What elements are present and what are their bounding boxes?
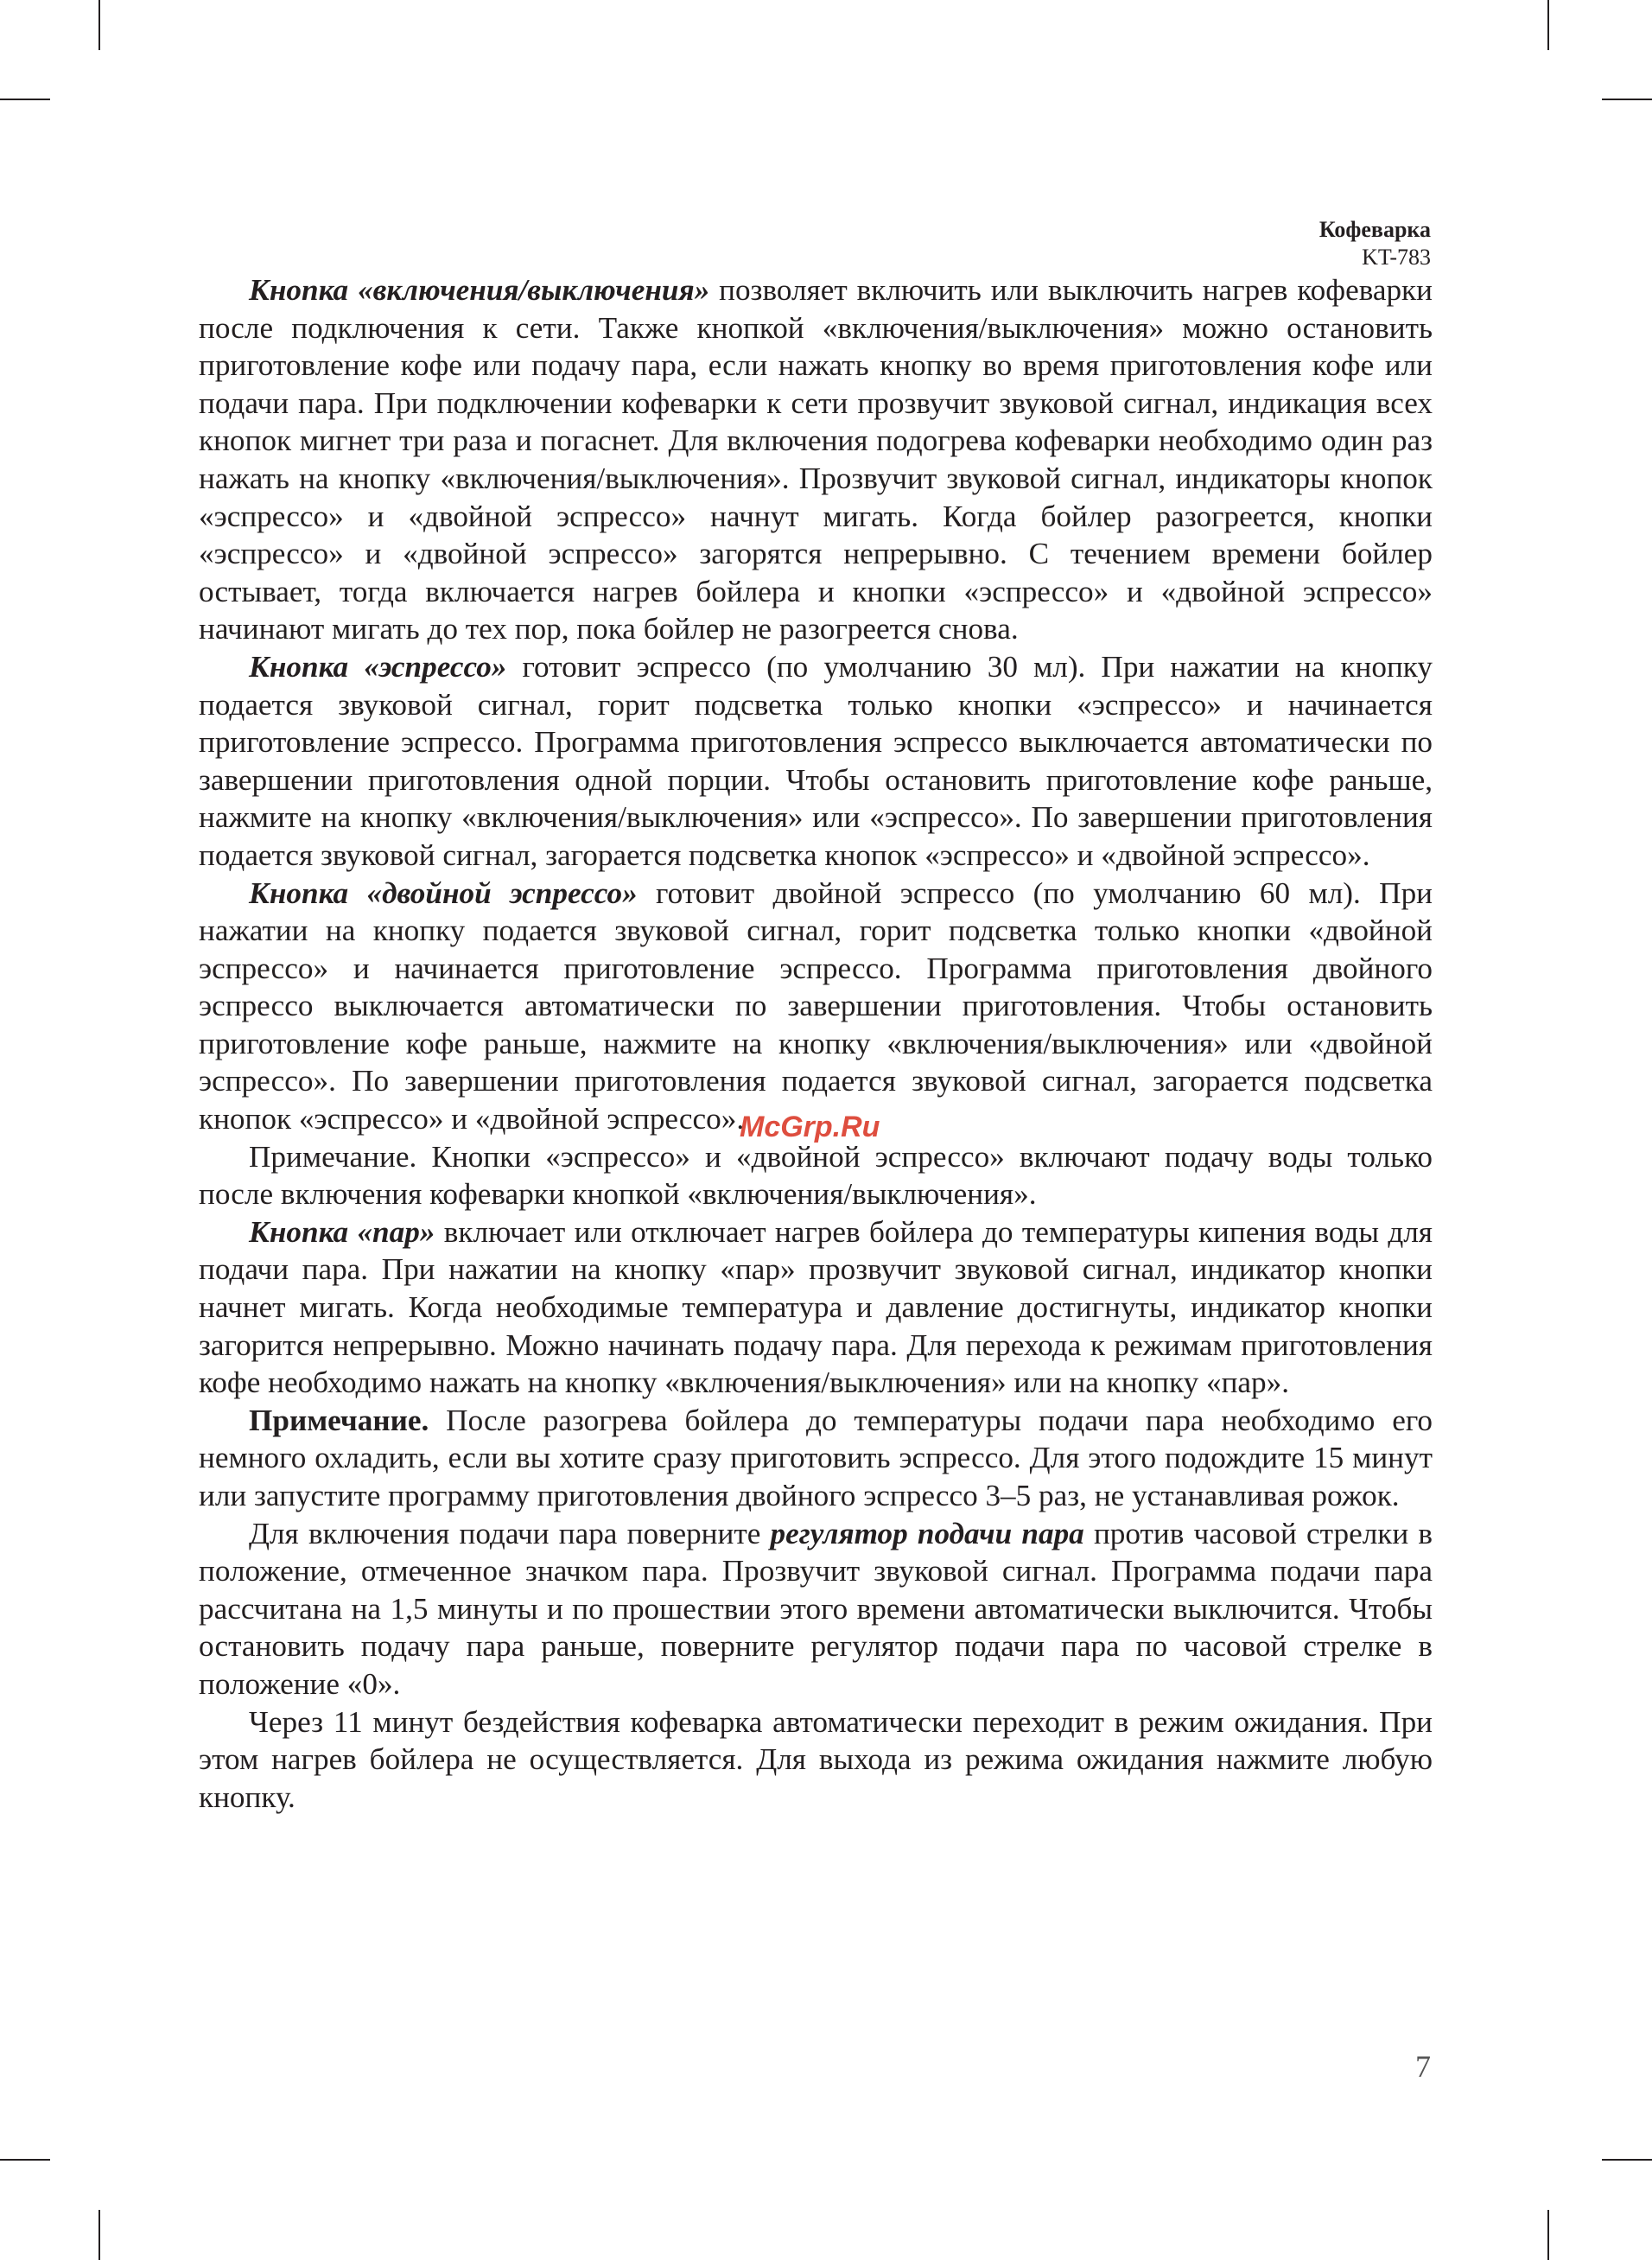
paragraph-power-button bbox=[199, 271, 1433, 648]
paragraph-inline-term: регулятор подачи пара bbox=[770, 1516, 1084, 1550]
paragraph-text: После разогрева бойлера до температуры подачи пара необходимо его немного охладить, если вы хотите сразу приготовить эспрессо. Для этого подождите 15 минут или запустите программу приготовления двойного эспрессо 3–5 раз, не устанавливая рожок. bbox=[199, 1403, 1433, 1512]
paragraph-steam-button bbox=[199, 1213, 1433, 1402]
crop-mark-left-top bbox=[0, 99, 50, 100]
page-number: 7 bbox=[1415, 2049, 1431, 2084]
crop-mark-bottom-right bbox=[1547, 2210, 1549, 2260]
paragraph-text: позволяет включить или выключить нагрев кофеварки после подключения к сети. Также кнопкой «включения/выключения» можно остановить приготовление кофе или подачу пара, если нажать кнопку во время приготовления кофе или подачи пара. При подключении кофеварки к сети прозвучит звуковой сигнал, индикация всех кнопок мигнет три раза и погаснет. Для включения подогрева кофеварки необходимо один раз нажать на кнопку «включения/выключения». Прозвучит звуковой сигнал, индикаторы кнопок «эспрессо» и «двойной эспрессо» начнут мигать. Когда бойлер разогреется, кнопки «эспрессо» и «двойной эспрессо» загорятся непрерывно. С течением времени бойлер остывает, тогда включается нагрев бойлера и кнопки «эспрессо» и «двойной эспрессо» начинают мигать до тех пор, пока бойлер не разогреется снова. bbox=[199, 273, 1433, 646]
paragraph-lead: Примечание. bbox=[249, 1403, 429, 1437]
paragraph-espresso-button bbox=[199, 648, 1433, 875]
header-model: KT-783 bbox=[1362, 245, 1431, 270]
paragraph-text: Через 11 минут бездействия кофеварка автоматически переходит в режим ожидания. При этом нагрев бойлера не осуществляется. Для выхода из режима ожидания нажмите любую кнопку. bbox=[199, 1704, 1433, 1814]
crop-mark-right-bottom bbox=[1602, 2159, 1652, 2161]
paragraph-text: готовит двойной эспрессо (по умолчанию 60 мл). При нажатии на кнопку подается звуковой сигнал, горит подсветка только кнопки «двойной эспрессо» и начинается приготовление эспрессо. Программа приготовления двойного эспрессо выключается автоматически по завершении приготовления. Чтобы остановить приготовление кофе раньше, нажмите на кнопку «включения/выключения» или «двойной эспрессо». По завершении приготовления подается звуковой сигнал, загорается подсветка кнопок «эспрессо» и «двойной эспрессо». bbox=[199, 875, 1433, 1136]
paragraph-lead: Кнопка «пар» bbox=[249, 1214, 435, 1249]
paragraph-text: включает или отключает нагрев бойлера до температуры кипения воды для подачи пара. При нажатии на кнопку «пар» прозвучит звуковой сигнал, индикатор кнопки начнет мигать. Когда необходимые температура и давление достигнуты, индикатор кнопки загорится непрерывно. Можно начинать подачу пара. Для перехода к режимам приготовления кофе необходимо нажать на кнопку «включения/выключения» или на кнопку «пар». bbox=[199, 1214, 1433, 1400]
paragraph-steam-regulator bbox=[199, 1515, 1433, 1703]
header-title: Кофеварка bbox=[1318, 217, 1431, 242]
running-header bbox=[1319, 216, 1431, 271]
paragraph-text-before: Для включения подачи пара поверните bbox=[249, 1516, 771, 1550]
paragraph-text: Примечание. Кнопки «эспрессо» и «двойной эспрессо» включают подачу воды только после включения кофеварки кнопкой «включения/выключения». bbox=[199, 1139, 1433, 1212]
paragraph-text: против часовой стрелки в положение, отмеченное значком пара. Прозвучит звуковой сигнал. Программа подачи пара рассчитана на 1,5 минуты и по прошествии этого времени автоматически выключится. Чтобы остановить подачу пара раньше, поверните регулятор подачи пара по часовой стрелке в положение «0». bbox=[199, 1516, 1433, 1701]
crop-mark-left-bottom bbox=[0, 2159, 50, 2161]
paragraph-standby bbox=[199, 1703, 1433, 1817]
paragraph-double-espresso-button bbox=[199, 875, 1433, 1138]
crop-mark-top-right bbox=[1547, 0, 1549, 50]
paragraph-lead: Кнопка «включения/выключения» bbox=[249, 273, 710, 307]
body-text bbox=[199, 271, 1433, 1816]
paragraph-note-water bbox=[199, 1138, 1433, 1213]
crop-mark-right-top bbox=[1602, 99, 1652, 100]
paragraph-note-cooling bbox=[199, 1402, 1433, 1515]
watermark: McGrp.Ru bbox=[740, 1111, 880, 1143]
paragraph-lead: Кнопка «эспрессо» bbox=[249, 649, 507, 684]
paragraph-lead: Кнопка «двойной эспрессо» bbox=[249, 875, 638, 910]
crop-mark-top-left bbox=[98, 0, 100, 50]
paragraph-text: готовит эспрессо (по умолчанию 30 мл). При нажатии на кнопку подается звуковой сигнал, горит подсветка только кнопки «эспрессо» и начинается приготовление эспрессо. Программа приготовления эспрессо выключается автоматически по завершении приготовления одной порции. Чтобы остановить приготовление кофе раньше, нажмите на кнопку «включения/выключения» или «эспрессо». По завершении приготовления подается звуковой сигнал, загорается подсветка кнопок «эспрессо» и «двойной эспрессо». bbox=[199, 649, 1433, 872]
crop-mark-bottom-left bbox=[98, 2210, 100, 2260]
